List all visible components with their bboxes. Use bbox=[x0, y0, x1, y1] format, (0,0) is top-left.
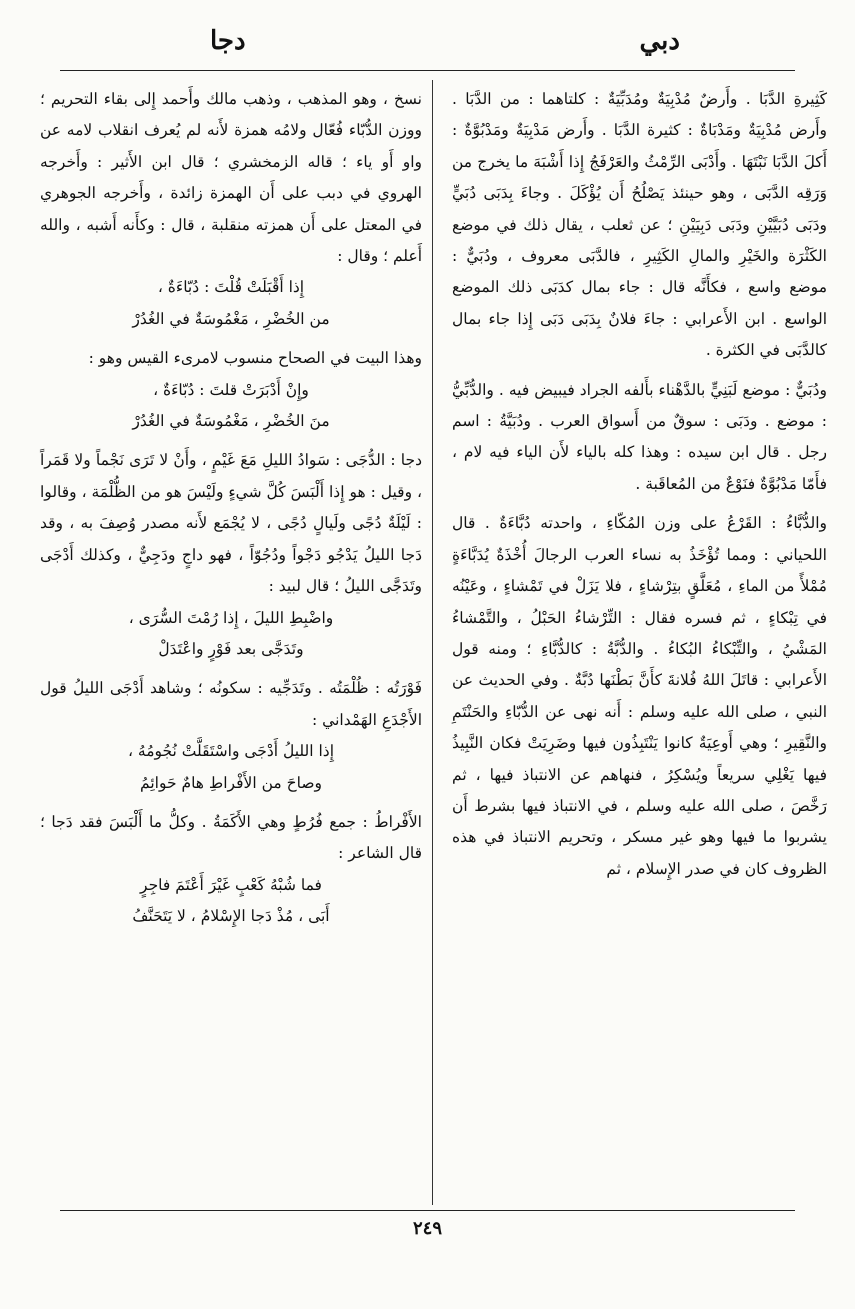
running-head-left: دجا bbox=[210, 26, 246, 56]
verse-line: أَبَى ، مُذْ دَجا الإِسْلامُ ، لا يَتَحَنَّفُ bbox=[132, 907, 330, 926]
footer-rule bbox=[60, 1210, 795, 1211]
header-rule bbox=[60, 70, 795, 71]
verse-line: وتَدَجَّى بعد فَوْرٍ واعْتَدَلْ bbox=[158, 639, 304, 658]
paragraph: الأَفْراطُ : جمع فُرُطٍ وهي الأَكَمَةُ . وكلُّ ما أَلْبَسَ فقد دَجا ؛ قال الشاعر : bbox=[40, 812, 422, 863]
verse-line: من الخُضْرِ ، مَغْمُوسَةٌ في الغُدُرْ bbox=[132, 309, 330, 328]
verse-line: إِذا الليلُ أَدْجَى واسْتَقَلَّتْ نُجُومُهُ ، bbox=[127, 742, 335, 761]
paragraph: فَوْرَتُه : ظُلْمَتُه . وتَدَجِّيه : سكونُه ؛ وشاهد أَدْجَى الليلُ قول الأَجْدَعِ الهَمْداني : bbox=[40, 679, 422, 729]
left-column bbox=[40, 84, 422, 933]
page-number: ٢٤٩ bbox=[412, 1218, 442, 1239]
paragraph: كَثِيرةِ الدَّبَا . وأَرضٌ مُدْبِيَةٌ ومُدَبِّيَةٌ : كلتاهما : من الدَّبَا . وأَرض مُدْبِيَةٌ ومَدْبَاةٌ : كثيرة الدَّبَا . وأَرض مَدْبِيَةٌ ومَدْبُوَّةٌ : أَكلَ الدَّبَا نَبْتَهَا . وأَدْبَى الرِّمْثُ والعَرْفَجُ إِذا أَشْبَهَ ما يخرج من وَرَقِه الدَّبَى ، وهو حينئذ يَصْلُحُ أَن يُؤْكَلَ . وجاءَ بِدَبَى دُبَيٍّ ودَبَى دُبَيَّيْنِ ودَبَى دَبِيَيْنِ ؛ عن ثعلب ، يقال ذلك في موضع الكَثْرَة والخَيْرِ والمالِ الكَثِيرِ ، فالدَّبَى معروف ، ودُبَيٌّ : موضع واسع ، فكأَنَّه قال : جاء بمال كدَبَى ذلك الموضع الواسع . ابن الأَعرابي : جاءَ فلانٌ بِدَبَى دَبَى إِذا جاء بمال كالدَّبَى في الكثرة . bbox=[452, 90, 827, 360]
verse-line: منَ الخُضْرِ ، مَغْمُوسَةٌ في الغُدُرْ bbox=[132, 412, 330, 431]
paragraph: ودُبَيٌّ : موضع لَبَنِيٍّ بالدَّهْناء بأَلفه الجراد فيبيض فيه . والدُّبِّيُّ : موضع . ودَبَى : سوقٌ من أَسواق العرب . ودُبَيَّةُ : اسم رجل . قال ابن سيده : وهذا كله بالياء لأَن الياء فيه لام ، فأَمّا مَدْبُوَّةٌ فنَوْعٌ من المُعاقَبة . bbox=[452, 380, 827, 493]
column-divider bbox=[432, 80, 433, 1205]
paragraph: وهذا البيت في الصحاح منسوب لامرىء القيس وهو : bbox=[88, 349, 422, 368]
verse-line: واضْبِطِ الليلَ ، إِذا رُمْتَ السُّرَى ، bbox=[128, 608, 334, 627]
verse-line: وصاحَ من الأَفْراطِ هامٌ حَوائِمُ bbox=[140, 773, 322, 792]
paragraph: نسخ ، وهو المذهب ، وذهب مالك وأَحمد إِلى بقاء التحريم ؛ ووزن الدُّبّاء فُعّال ولامُه همزة لأَنه لم يُعرف انقلاب لامه عن واو أَو ياء ؛ قاله الزمخشري ؛ قال ابن الأَثير : وأَخرجه الهروي في دبب على أَن الهمزة زائدة ، وأَخرجه الجوهري في المعتل على أَن همزته منقلبة ، قال : وكأَنه أَشبه ، والله أَعلم ؛ وقال : bbox=[40, 90, 422, 266]
running-head-right: دبي bbox=[639, 26, 680, 56]
paragraph: دجا : الدُّجَى : سَوادُ الليلِ مَعَ غَيْمٍ ، وأَنْ لا تَرَى نَجْماً ولا قَمَراً ، وقيل : هو إِذا أَلْبَسَ كُلَّ شيءٍ ولَيْسَ هو من الظُّلْمَة ، وقالوا : لَيْلَةٌ دُجًى ولَيالٍ دُجًى ، لا يُجْمَع لأَنه مصدر وُصِفَ به ، وقد دَجا الليلُ يَدْجُو دَجْواً ودُجُوّاً ، فهو داجٍ ودَجِيٌّ ، وكذلك أَدْجَى وتَدَجَّى الليلُ ؛ قال لبيد : bbox=[40, 451, 422, 596]
right-column bbox=[452, 84, 827, 885]
paragraph: والدُّبَّاءُ : القَرْعُ على وزن المُكّاءِ ، واحدته دُبَّاءَةٌ . قال اللحياني : ومما تُؤْخَذُ به نساء العرب الرجالَ أُخْذَةٌ يُدَبَّاءَةٍ مُمْلأً من الماءِ ، مُعَلَّقٍ بتِرْشاءٍ ، فلا يَزَلْ في تَمْشاءٍ ، وعَيْنُه في تِبْكاءٍ ، ثم فسره فقال : التِّرْشاءُ الحَبْلُ ، والتَّمْشاءُ المَشْيُ ، والتِّبْكاءُ البُكاءُ . والدُّبَّةُ : كالدُّبَّاءِ ؛ ومنه قول الأَعرابي : قاتَلَ اللهُ فُلانةَ كأَنَّ بَطْنَها دُبَّةٌ . وفي الحديث عن النبي ، صلى الله عليه وسلم : أَنه نهى عن الدُّبّاءِ والحَنْتَمِ والنَّقِيرِ ؛ وهي أَوعِيَةٌ كانوا يَنْتَبِذُون فيها وضَرِيَتْ فكان النَّبِيذُ فيها يَغْلِي سريعاً ويُسْكِرُ ، فنهاهم عن الانتباذ فيها ، ثم رَخَّصَ ، صلى الله عليه وسلم ، في الانتباذ فيها بشرط أَن يشربوا ما فيها وهو غير مسكر ، وتحريم الانتباذ في هذه الظروف كان في صدر الإِسلام ، ثم bbox=[452, 514, 827, 878]
verse-line: وإِنْ أَدْبَرَتْ قلتَ : دُبّاءَةٌ ، bbox=[153, 380, 309, 399]
verse-line: فما شُبْهُ كَعْبٍ غَيْرَ أَعْتَمَ فاجِرٍ bbox=[140, 875, 322, 894]
verse-line: إِذا أَقْبَلَتْ قُلْتَ : دُبّاءَةٌ ، bbox=[157, 278, 305, 297]
